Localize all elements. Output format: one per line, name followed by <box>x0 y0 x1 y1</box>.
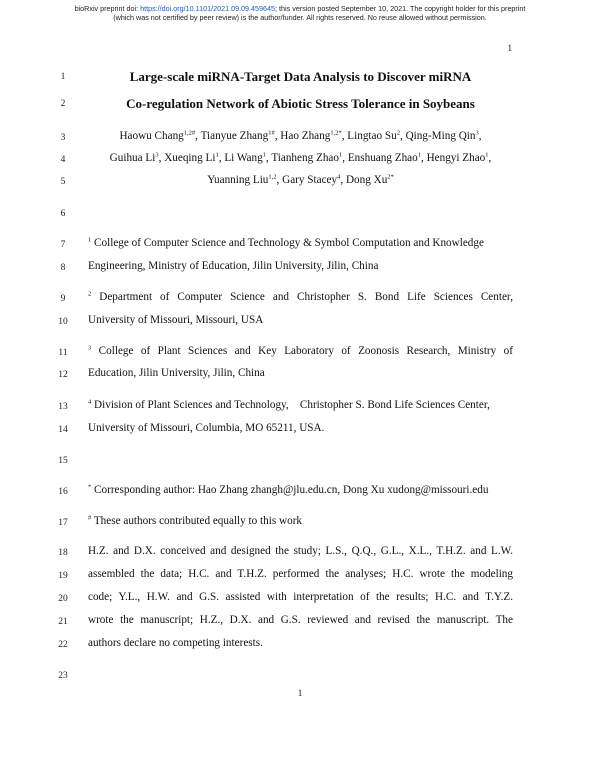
page-number-top: 1 <box>507 43 512 53</box>
line-number: 15 <box>58 456 68 466</box>
author: Haowu Chang$^{1,2\#}$, <box>119 129 201 142</box>
line-number: 22 <box>58 640 68 650</box>
author: Qing-Ming Qin$^3$, <box>405 129 482 142</box>
line-number: 8 <box>60 263 66 273</box>
line-number: 17 <box>58 518 68 528</box>
author: Xueqing Li$^1$, <box>164 151 225 164</box>
author: Yuanning Liu$^{1,2}$, <box>207 173 283 186</box>
affiliation-1-line-2: Engineering, Ministry of Education, Jilin University, Jilin, China <box>88 260 379 272</box>
paper-title-line-1: Large-scale miRNA-Target Data Analysis to Discover miRNA <box>129 69 472 84</box>
author: Li Wang$^1$, <box>224 151 272 164</box>
line-number: 21 <box>58 617 68 627</box>
contributions-line: H.Z. and D.X. conceived and designed the study; L.S., Q.Q., G.L., X.L., T.H.Z. and L.W. <box>88 545 513 557</box>
author-line-1 <box>88 130 513 142</box>
affiliation-1-line-1: $^1$ College of Computer Science and Technology & Symbol Computation and Knowledge <box>88 236 484 249</box>
line-number: 19 <box>58 571 68 581</box>
affiliation-2-line-2: University of Missouri, Missouri, USA <box>88 314 264 326</box>
author: Gary Stacey$^4$, <box>282 173 346 186</box>
line-number: 3 <box>60 133 66 143</box>
line-number: 14 <box>58 425 68 435</box>
page-number-bottom: 1 <box>297 688 303 698</box>
author: Lingtao Su$^2$, <box>347 129 406 142</box>
contributions-line: authors declare no competing interests. <box>88 637 263 649</box>
line-number: 7 <box>60 240 66 250</box>
line-number: 9 <box>60 294 66 304</box>
author: Tianyue Zhang$^{1\#}$, <box>200 129 281 142</box>
affiliation-2-line-1: $^2$ Department of Computer Science and Christopher S. Bond Life Sciences Center, <box>88 290 513 303</box>
affiliation-3-line-1: $^3$ College of Plant Sciences and Key Laboratory of Zoonosis Research, Ministry of <box>88 344 513 357</box>
banner-line-2: (which was not certified by peer review) is the author/funder. All rights reserved. No reuse allowed without permission. <box>113 13 487 22</box>
author-line-3 <box>88 174 513 186</box>
author: Enshuang Zhao$^1$, <box>347 151 427 164</box>
contributions-line: code; Y.L., H.W. and G.S. assisted with interpretation of the results; H.C. and T.Y.Z. <box>88 591 513 603</box>
equal-contribution-note: # These authors contributed equally to this work <box>88 514 303 527</box>
author-line-2 <box>88 152 513 164</box>
line-number: 18 <box>58 548 68 558</box>
author: Hao Zhang$^{1,2*}$, <box>280 129 348 142</box>
affiliation-3-line-2: Education, Jilin University, Jilin, China <box>88 367 265 379</box>
line-number: 4 <box>60 155 66 165</box>
author: Dong $Xu^{2*}$ <box>345 173 394 186</box>
line-number: 1 <box>60 72 66 82</box>
line-number: 23 <box>58 671 68 681</box>
line-number: 6 <box>60 209 66 219</box>
author: Guihua Li$^3$, <box>109 151 165 164</box>
line-number: 5 <box>60 177 66 187</box>
banner-line-1: bioRxiv preprint doi: https://doi.org/10.1101/2021.09.09.459645; this version posted September 10, 2021. The copyright holder for this preprint <box>74 4 526 13</box>
line-number: 2 <box>60 99 66 109</box>
preprint-banner <box>0 4 600 22</box>
line-number: 20 <box>58 594 68 604</box>
paper-title-line-2: Co-regulation Network of Abiotic Stress Tolerance in Soybeans <box>126 96 475 111</box>
contributions-line: wrote the manuscript; H.Z., D.X. and G.S. reviewed and revised the manuscript. The <box>88 614 513 626</box>
affiliation-4-line-1: $^4$ Division of Plant Sciences and Technology, Christopher S. Bond Life Sciences Center, <box>88 398 490 411</box>
line-number: 11 <box>58 348 68 358</box>
doi-link[interactable]: https://doi.org/10.1101/2021.09.09.459645 <box>140 4 276 13</box>
line-number: 13 <box>58 402 68 412</box>
corresponding-author: * Corresponding author: Hao Zhang zhangh@jlu.edu.cn, Dong Xu xudong@missouri.edu <box>88 483 489 496</box>
author: Hengyi Zhao$^1$, <box>426 151 492 164</box>
affiliation-4-line-2: University of Missouri, Columbia, MO 65211, USA. <box>88 422 325 434</box>
line-number: 10 <box>58 317 68 327</box>
line-number: 16 <box>58 487 68 497</box>
line-number: 12 <box>58 370 68 380</box>
contributions-line: assembled the data; H.C. and T.H.Z. performed the analyses; H.C. wrote the modeling <box>88 568 513 580</box>
author: Tianheng Zhao$^1$, <box>271 151 348 164</box>
